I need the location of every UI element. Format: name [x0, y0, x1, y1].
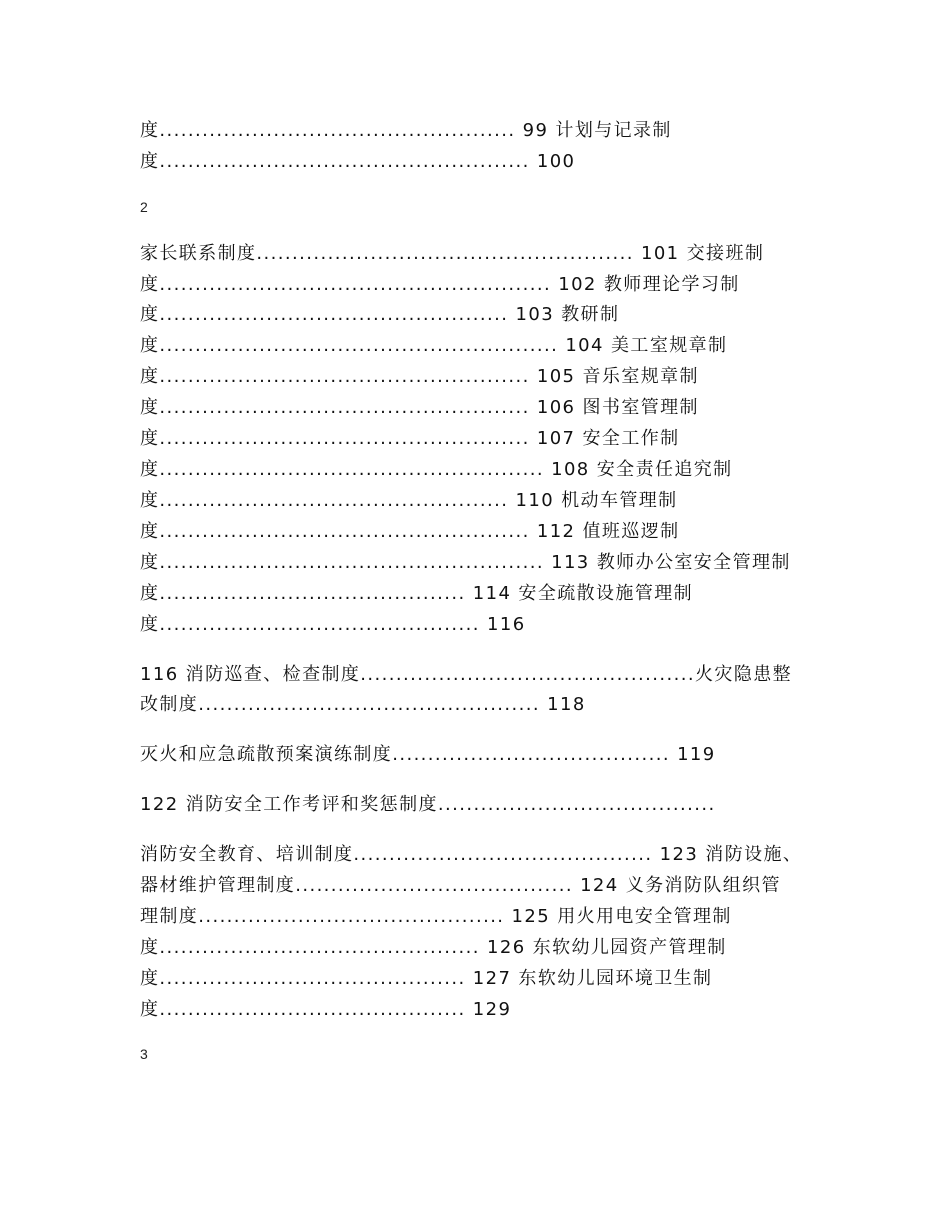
toc-line: 度.................................................... 100 [140, 151, 576, 172]
toc-line: 度.................................................... 112 值班巡逻制 [140, 521, 680, 542]
toc-line: 理制度........................................... 125 用火用电安全管理制 [140, 906, 732, 927]
toc-line: 度.................................................. 99 计划与记录制 [140, 120, 672, 141]
toc-line: 度................................................. 110 机动车管理制 [140, 490, 678, 511]
toc-line: 度............................................. 116 [140, 614, 526, 635]
toc-line: 改制度................................................ 118 [140, 694, 586, 715]
toc-line: 器材维护管理制度....................................... 124 义务消防队组织管 [140, 875, 781, 896]
toc-line: 度........................................................ 104 美工室规章制 [140, 335, 728, 356]
toc-line: 度........................................... 127 东软幼儿园环境卫生制 [140, 968, 713, 989]
page-number: 2 [140, 199, 148, 215]
page-number: 3 [140, 1046, 148, 1062]
toc-line: 度...................................................... 113 教师办公室安全管理制 [140, 552, 791, 573]
toc-line: 122 消防安全工作考评和奖惩制度....................................... [140, 794, 716, 815]
toc-line: 度....................................................... 102 教师理论学习制 [140, 274, 740, 295]
toc-line: 家长联系制度..................................................... 101 交接班制 [140, 243, 765, 264]
toc-line: 度.................................................... 106 图书室管理制 [140, 397, 699, 418]
toc-line: 度............................................. 126 东软幼儿园资产管理制 [140, 937, 727, 958]
toc-line: 度................................................. 103 教研制 [140, 304, 620, 325]
toc-line: 度........................................... 129 [140, 999, 512, 1020]
toc-line: 度.................................................... 105 音乐室规章制 [140, 366, 699, 387]
toc-line: 度.................................................... 107 安全工作制 [140, 428, 680, 449]
toc-line: 灭火和应急疏散预案演练制度....................................... 119 [140, 744, 716, 765]
toc-line: 度........................................... 114 安全疏散设施管理制 [140, 583, 694, 604]
toc-line: 116 消防巡查、检查制度...............................................火灾隐患整 [140, 664, 792, 685]
toc-line: 度...................................................... 108 安全责任追究制 [140, 459, 733, 480]
toc-line: 消防安全教育、培训制度.......................................... 123 消防设施、 [140, 844, 803, 865]
